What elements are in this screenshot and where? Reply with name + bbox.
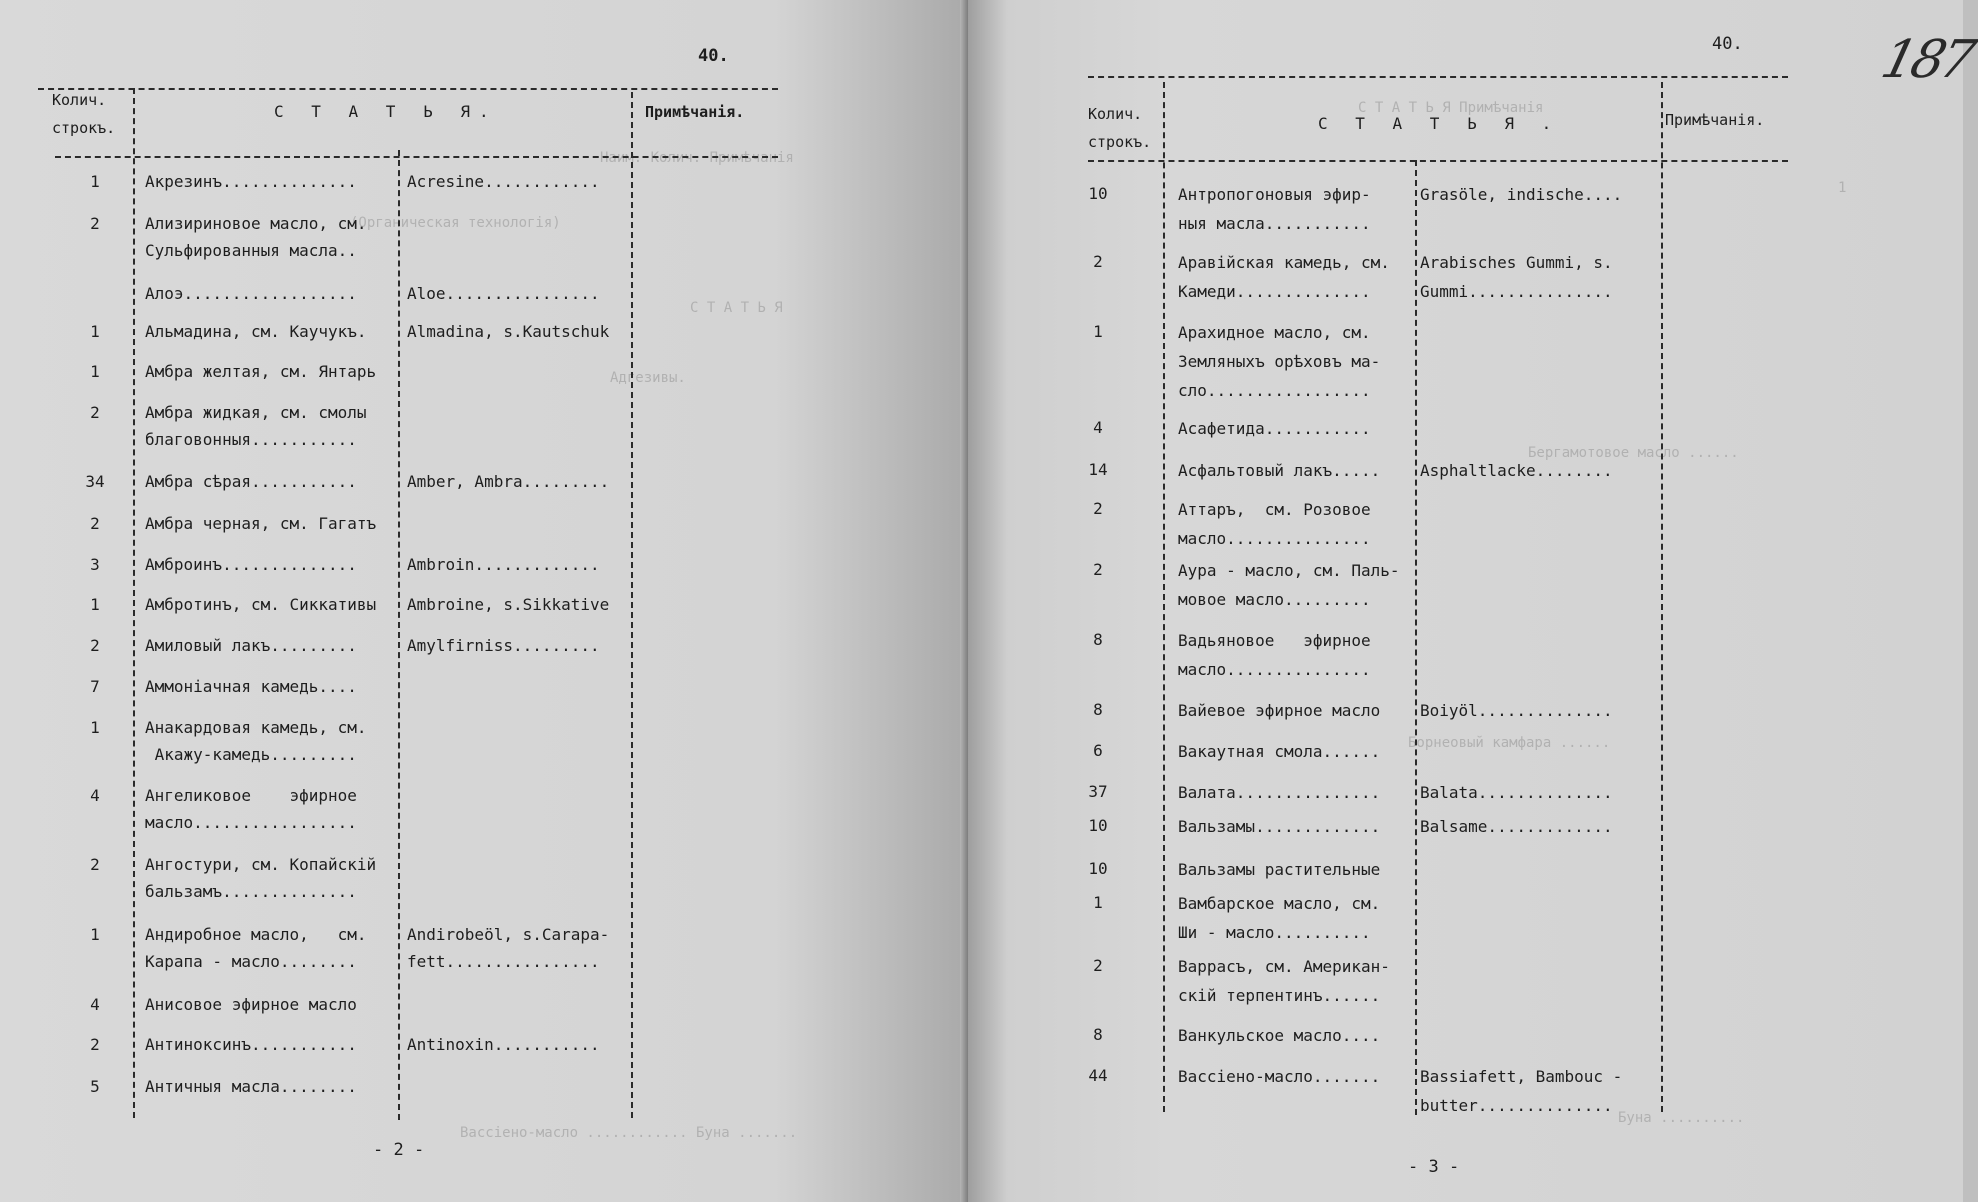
article-line: Вальзамы............. — [1178, 817, 1381, 836]
article-line: Асфальтовый лакъ..... — [1178, 461, 1381, 480]
page-footer: - 3 - — [1408, 1157, 1460, 1177]
bleed-through-text: Наим. Колич. Примѣчанія — [600, 150, 794, 166]
row-article — [145, 510, 376, 537]
row-article — [1178, 414, 1371, 443]
row-note — [407, 632, 600, 659]
article-line: Акрезинъ.............. — [145, 172, 357, 191]
row-quantity: 14 — [1088, 460, 1108, 479]
row-article — [145, 673, 357, 700]
article-line: Варрасъ, см. Американ- — [1178, 957, 1390, 976]
article-line: Земляныхъ орѣховъ ма- — [1178, 352, 1381, 371]
row-quantity: 2 — [1093, 252, 1103, 271]
row-quantity: 10 — [1088, 816, 1108, 835]
row-quantity: 2 — [90, 636, 100, 655]
row-note — [1420, 248, 1613, 306]
row-note — [1420, 778, 1613, 807]
article-line: Сульфированныя масла.. — [145, 241, 357, 260]
article-line: Амбра сѣрая........... — [145, 472, 357, 491]
note-line: Arabisches Gummi, s. — [1420, 253, 1613, 272]
row-quantity: 8 — [1093, 700, 1103, 719]
row-article — [145, 921, 367, 975]
qty-column-rule — [1163, 82, 1165, 1112]
left-page — [0, 0, 968, 1202]
row-note — [407, 1031, 600, 1058]
article-line: ныя масла........... — [1178, 214, 1371, 233]
bleed-through-text: Адгезивы. — [610, 370, 686, 386]
article-line: Антропогоновыя эфир- — [1178, 185, 1371, 204]
article-line: Анисовое эфирное масло — [145, 995, 357, 1014]
row-quantity: 1 — [90, 925, 100, 944]
bleed-through-text: Борнеовый камфара ...... — [1408, 735, 1611, 751]
row-quantity: 6 — [1093, 741, 1103, 760]
row-note — [407, 318, 609, 345]
article-column-rule — [1415, 160, 1417, 1115]
row-quantity: 8 — [1093, 1025, 1103, 1044]
row-article — [145, 358, 376, 385]
row-quantity: 1 — [90, 718, 100, 737]
article-line: Амбра жидкая, см. смолы — [145, 403, 367, 422]
article-line: Амиловый лакъ......... — [145, 636, 357, 655]
row-quantity: 2 — [90, 214, 100, 233]
row-quantity: 4 — [1093, 418, 1103, 437]
row-note — [1420, 180, 1622, 209]
row-article — [145, 632, 357, 659]
row-quantity: 1 — [90, 595, 100, 614]
row-quantity: 37 — [1088, 782, 1108, 801]
article-line: Антиноксинъ........... — [145, 1035, 357, 1054]
row-quantity: 1 — [90, 362, 100, 381]
note-line: Boiyöl.............. — [1420, 701, 1613, 720]
row-quantity: 2 — [90, 1035, 100, 1054]
row-quantity: 3 — [90, 555, 100, 574]
row-article — [145, 851, 376, 905]
bleed-through-text: С Т А Т Ь Я — [690, 300, 783, 316]
note-line: Aloe................ — [407, 284, 600, 303]
note-line: Ambroin............. — [407, 555, 600, 574]
row-article — [1178, 318, 1380, 405]
header-article: С Т А Т Ь Я . — [1318, 114, 1561, 133]
note-line: Gummi............... — [1420, 282, 1613, 301]
row-article — [145, 714, 367, 768]
row-quantity: 1 — [90, 172, 100, 191]
article-line: Ализириновое масло, см. — [145, 214, 367, 233]
article-line: сло................. — [1178, 381, 1371, 400]
article-line: Акажу-камедь......... — [145, 745, 357, 764]
row-article — [145, 318, 367, 345]
article-line: Аттаръ, см. Розовое — [1178, 500, 1371, 519]
note-line: Antinoxin........... — [407, 1035, 600, 1054]
article-column-rule — [398, 150, 400, 1120]
row-article — [145, 399, 367, 453]
row-quantity: 2 — [90, 403, 100, 422]
note-line: Grasöle, indische.... — [1420, 185, 1623, 204]
header-qty: Колич. строкъ. — [52, 91, 116, 137]
page-number: 40. — [1712, 34, 1743, 54]
article-line: Аура - масло, см. Паль- — [1178, 561, 1400, 580]
note-line: fett................ — [407, 952, 600, 971]
row-quantity: 1 — [1093, 322, 1103, 341]
article-line: Альмадина, см. Каучукъ. — [145, 322, 367, 341]
row-quantity: 2 — [90, 514, 100, 533]
article-line: Вассіено-масло....... — [1178, 1067, 1381, 1086]
handwritten-folio-number: 187 — [1875, 30, 1978, 90]
article-line: масло............... — [1178, 529, 1371, 548]
row-quantity: 2 — [1093, 499, 1103, 518]
row-article — [1178, 556, 1400, 614]
article-line: Амбротинъ, см. Сиккативы — [145, 595, 377, 614]
article-line: Анакардовая камедь, см. — [145, 718, 367, 737]
article-line: Амбра черная, см. Гагатъ — [145, 514, 377, 533]
article-line: Вакаутная смола...... — [1178, 742, 1381, 761]
note-line: Amber, Ambra......... — [407, 472, 610, 491]
article-line: Ангеликовое эфирное — [145, 786, 357, 805]
article-line: Алоэ.................. — [145, 284, 357, 303]
row-article — [145, 991, 357, 1018]
page-footer: - 2 - — [373, 1140, 425, 1160]
page-number: 40. — [698, 46, 729, 66]
row-article — [1178, 456, 1380, 485]
article-line: Валата............... — [1178, 783, 1381, 802]
article-line: благовонныя........... — [145, 430, 357, 449]
row-note — [1420, 456, 1613, 485]
row-article — [1178, 855, 1380, 884]
row-article — [145, 551, 357, 578]
row-article — [1178, 889, 1380, 947]
article-line: масло............... — [1178, 660, 1371, 679]
row-note — [1420, 1062, 1622, 1120]
row-note — [407, 468, 609, 495]
article-line: Асафетида........... — [1178, 419, 1371, 438]
row-note — [407, 551, 600, 578]
bleed-through-text: 1 — [1838, 180, 1847, 196]
row-quantity: 8 — [1093, 630, 1103, 649]
row-article — [145, 468, 357, 495]
header-article: С Т А Т Ь Я. — [274, 102, 498, 121]
row-article — [145, 280, 357, 307]
row-quantity: 2 — [1093, 956, 1103, 975]
right-page — [968, 0, 1978, 1202]
article-line: Вальзамы растительные — [1178, 860, 1381, 879]
article-line: Амбра желтая, см. Янтарь — [145, 362, 377, 381]
article-line: Камеди.............. — [1178, 282, 1371, 301]
article-line: Ши - масло.......... — [1178, 923, 1371, 942]
article-line: Амброинъ.............. — [145, 555, 357, 574]
row-article — [145, 591, 376, 618]
header-notes: Примѣчанія. — [1665, 111, 1765, 129]
row-note — [407, 591, 609, 618]
article-line: Вадьяновое эфирное — [1178, 631, 1371, 650]
row-article — [1178, 495, 1371, 553]
row-article — [1178, 1062, 1380, 1091]
row-quantity: 10 — [1088, 184, 1108, 203]
note-line: Asphaltlacke........ — [1420, 461, 1613, 480]
article-line: масло................. — [145, 813, 357, 832]
row-article — [1178, 1021, 1380, 1050]
article-line: бальзамъ.............. — [145, 882, 357, 901]
bleed-through-text: Вассіено-масло ............ Буна ....... — [460, 1125, 798, 1141]
note-line: Andirobeöl, s.Carapa- — [407, 925, 610, 944]
row-quantity: 1 — [90, 322, 100, 341]
row-quantity: 4 — [90, 786, 100, 805]
note-line: Balata.............. — [1420, 783, 1613, 802]
row-article — [145, 1073, 357, 1100]
header-rule — [55, 156, 778, 158]
note-line: butter.............. — [1420, 1096, 1613, 1115]
row-note — [1420, 812, 1613, 841]
header-qty: Колич. строкъ. — [1088, 105, 1152, 151]
row-article — [1178, 737, 1380, 766]
bleed-through-text: С Т А Т Ь Я Примѣчанія — [1358, 100, 1544, 116]
notes-column-rule — [1661, 82, 1663, 1112]
article-line: Андиробное масло, см. — [145, 925, 367, 944]
bleed-through-text: Бергамотовое масло ...... — [1528, 445, 1739, 461]
article-line: Карапа - масло........ — [145, 952, 357, 971]
row-article — [145, 782, 357, 836]
qty-column-rule — [133, 88, 135, 1118]
article-line: Античныя масла........ — [145, 1077, 357, 1096]
row-article — [145, 168, 357, 195]
row-article — [1178, 626, 1371, 684]
row-quantity: 2 — [90, 855, 100, 874]
table-top-rule — [38, 88, 778, 90]
article-line: Аммоніачная камедь.... — [145, 677, 357, 696]
row-article — [1178, 696, 1380, 725]
article-line: мовое масло......... — [1178, 590, 1371, 609]
article-line: Аравійская камедь, см. — [1178, 253, 1390, 272]
notes-column-rule — [631, 92, 633, 1118]
note-line: Bassiafett, Bambouc - — [1420, 1067, 1623, 1086]
row-note — [407, 168, 600, 195]
note-line: Amylfirniss......... — [407, 636, 600, 655]
header-rule — [1088, 160, 1788, 162]
note-line: Acresine............ — [407, 172, 600, 191]
row-note — [407, 280, 600, 307]
row-quantity: 1 — [1093, 893, 1103, 912]
row-quantity: 2 — [1093, 560, 1103, 579]
row-article — [1178, 778, 1380, 807]
row-article — [1178, 952, 1390, 1010]
note-line: Almadina, s.Kautschuk — [407, 322, 610, 341]
row-article — [1178, 180, 1371, 238]
row-quantity: 34 — [85, 472, 105, 491]
row-quantity: 10 — [1088, 859, 1108, 878]
row-article — [145, 1031, 357, 1058]
row-note — [1420, 696, 1613, 725]
row-article — [145, 210, 367, 264]
row-quantity: 5 — [90, 1077, 100, 1096]
note-line: Balsame............. — [1420, 817, 1613, 836]
bleed-through-text: (Органическая технологія) — [350, 215, 561, 231]
bleed-through-text: Буна .......... — [1618, 1110, 1745, 1126]
header-notes: Примѣчанія. — [645, 103, 745, 121]
row-article — [1178, 248, 1390, 306]
article-line: Арахидное масло, см. — [1178, 323, 1371, 342]
article-line: скій терпентинъ...... — [1178, 986, 1381, 1005]
note-line: Ambroine, s.Sikkative — [407, 595, 610, 614]
row-article — [1178, 812, 1380, 841]
article-line: Вайевое эфирное масло — [1178, 701, 1381, 720]
table-top-rule — [1088, 76, 1788, 78]
row-quantity: 4 — [90, 995, 100, 1014]
article-line: Ангостури, см. Копайскій — [145, 855, 377, 874]
article-line: Вамбарское масло, см. — [1178, 894, 1381, 913]
row-note — [407, 921, 609, 975]
row-quantity: 7 — [90, 677, 100, 696]
row-quantity: 44 — [1088, 1066, 1108, 1085]
article-line: Ванкульское масло.... — [1178, 1026, 1381, 1045]
